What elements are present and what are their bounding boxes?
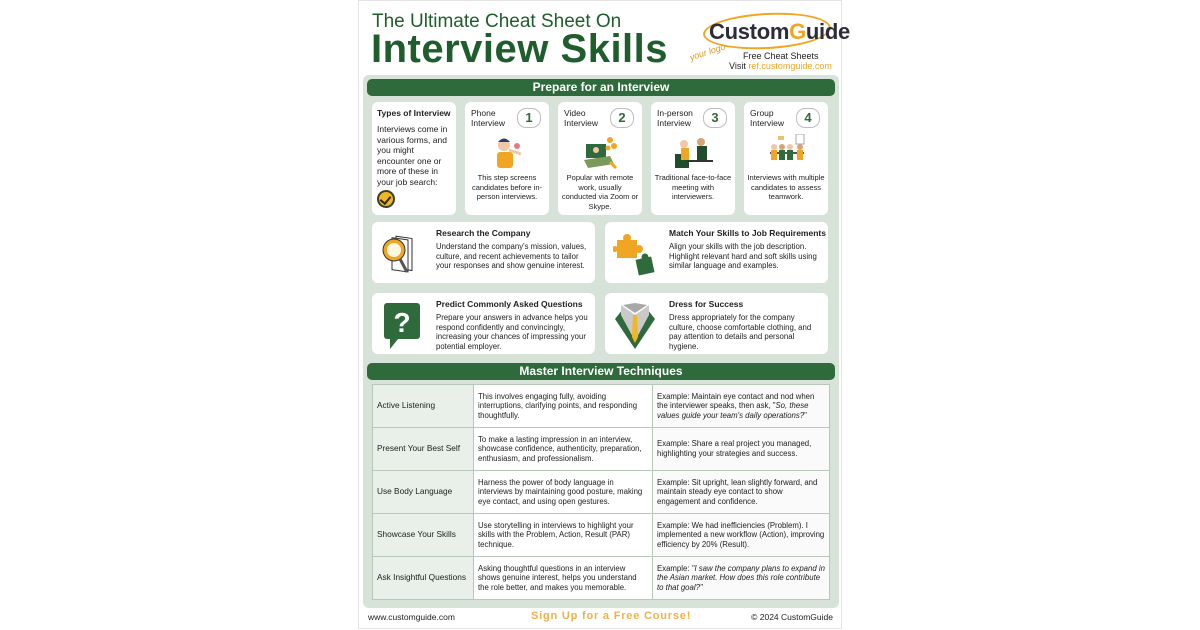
tip-text: Align your skills with the job description. Highlight relevant hard and soft skills using similar language and examples. — [669, 242, 817, 270]
customguide-logo[interactable] — [688, 9, 850, 74]
technique-desc: Asking thoughtful questions in an interview shows genuine interest, helps you understand the role better, and makes you memorable. — [474, 557, 653, 600]
type-card-group — [744, 102, 828, 215]
question-bubble-icon — [380, 301, 424, 349]
intro-text: Interviews come in various forms, and you might encounter one or more of these in your job search: — [377, 124, 448, 187]
tip-card-predict-questions — [372, 293, 595, 354]
svg-text:?: ? — [393, 307, 411, 338]
tip-text: Prepare your answers in advance helps you respond confidently and convincingly, increasing your chances of impressing your potential employer. — [436, 313, 588, 351]
type-label: Video Interview — [564, 108, 599, 128]
website-link[interactable]: www.customguide.com — [368, 612, 455, 622]
puzzle-pieces-icon — [613, 230, 657, 278]
types-intro-card — [372, 102, 456, 215]
technique-desc: Use storytelling in interviews to highlight your skills with the Problem, Action, Result (PAR) technique. — [474, 514, 653, 557]
tip-card-research — [372, 222, 595, 283]
tip-title: Match Your Skills to Job Requirements — [669, 228, 826, 238]
table-row — [373, 471, 830, 514]
group-meeting-icon — [766, 134, 808, 170]
type-number: 1 — [517, 108, 541, 128]
intro-title: Types of Interview — [377, 108, 451, 118]
type-number: 2 — [610, 108, 634, 128]
logo-visit: Visit ref.customguide.com — [729, 61, 832, 71]
technique-example: Example: We had inefficiencies (Problem). I implemented a new workflow (Action), improving efficiency by 20% (Result). — [653, 514, 830, 557]
type-desc: Interviews with multiple candidates to assess teamwork. — [747, 173, 825, 201]
technique-example: Example: "I saw the company plans to expand in the Asian market. How does this role contribute to that goal?" — [653, 557, 830, 600]
content-panel — [363, 75, 839, 608]
tip-title: Predict Commonly Asked Questions — [436, 299, 583, 309]
technique-label: Use Body Language — [373, 471, 474, 514]
face-to-face-meeting-icon — [673, 134, 715, 170]
laptop-video-call-icon — [580, 134, 622, 170]
cheat-sheet — [358, 0, 850, 629]
suit-tie-icon — [613, 301, 657, 349]
technique-desc: This involves engaging fully, avoiding interruptions, clarifying points, and responding thoughtfully. — [474, 385, 653, 428]
techniques-table — [372, 384, 830, 600]
section-heading-techniques: Master Interview Techniques — [367, 363, 835, 380]
type-label: Group Interview — [750, 108, 785, 128]
type-label: Phone Interview — [471, 108, 506, 128]
type-card-video — [558, 102, 642, 215]
tip-text: Understand the company's mission, values, culture, and recent achievements to tailor your responses and show genuine interest. — [436, 242, 587, 270]
logo-brand: CustomGuide — [709, 19, 850, 44]
type-card-phone — [465, 102, 549, 215]
type-card-in-person — [651, 102, 735, 215]
section-heading-prepare: Prepare for an Interview — [367, 79, 835, 96]
technique-label: Showcase Your Skills — [373, 514, 474, 557]
tip-text: Dress appropriately for the company culture, choose comfortable clothing, and pay attention to details and personal hygiene. — [669, 313, 812, 351]
tip-card-dress — [605, 293, 828, 354]
tip-title: Dress for Success — [669, 299, 744, 309]
table-row — [373, 385, 830, 428]
type-desc: Popular with remote work, usually conducted via Zoom or Skype. — [561, 173, 639, 211]
table-row — [373, 557, 830, 600]
technique-label: Present Your Best Self — [373, 428, 474, 471]
type-number: 3 — [703, 108, 727, 128]
technique-label: Ask Insightful Questions — [373, 557, 474, 600]
visit-link[interactable]: ref.customguide.com — [748, 61, 832, 71]
table-row — [373, 428, 830, 471]
table-row — [373, 514, 830, 557]
technique-desc: Harness the power of body language in interviews by maintaining good posture, making eye contact, and using open gestures. — [474, 471, 653, 514]
technique-desc: To make a lasting impression in an interview, showcase confidence, authenticity, preparation, enthusiasm, and professionalism. — [474, 428, 653, 471]
type-label: In-person Interview — [657, 108, 693, 128]
phone-call-person-icon — [487, 134, 529, 170]
type-number: 4 — [796, 108, 820, 128]
tip-card-match-skills — [605, 222, 828, 283]
your-logo-label: your logo — [688, 41, 727, 63]
page-title: Interview Skills — [371, 27, 669, 71]
technique-example: Example: Sit upright, lean slightly forward, and maintain steady eye contact to show engagement and confidence. — [653, 471, 830, 514]
signup-cta-link[interactable]: Sign Up for a Free Course! — [531, 610, 692, 622]
page-subtitle: The Ultimate Cheat Sheet On — [372, 11, 622, 32]
checkmark-badge-icon — [377, 190, 395, 208]
technique-example: Example: Maintain eye contact and nod when the interviewer speaks, then ask, "So, these values guide your team's daily operations?" — [653, 385, 830, 428]
type-desc: Traditional face-to-face meeting with interviewers. — [654, 173, 732, 201]
tip-title: Research the Company — [436, 228, 531, 238]
magnifier-documents-icon — [380, 230, 424, 278]
logo-tagline: Free Cheat Sheets — [743, 51, 819, 61]
technique-example: Example: Share a real project you managed, highlighting your strategies and success. — [653, 428, 830, 471]
technique-label: Active Listening — [373, 385, 474, 428]
type-desc: This step screens candidates before in-person interviews. — [471, 173, 543, 201]
copyright: © 2024 CustomGuide — [751, 612, 833, 622]
